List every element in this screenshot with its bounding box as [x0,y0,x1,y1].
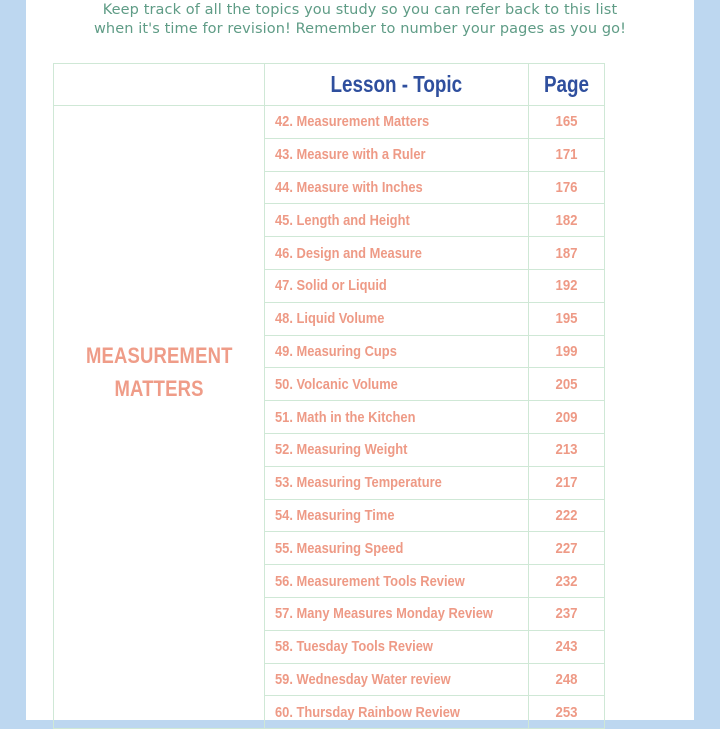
lesson-topic: 46. Design and Measure [275,244,423,262]
lesson-topic-cell [265,597,528,630]
page-number-cell [528,204,604,237]
lesson-topic: 45. Length and Height [275,211,411,229]
lesson-topic: 53. Measuring Temperature [275,474,443,492]
page-number-cell [528,171,604,204]
page-number: 171 [555,146,578,164]
worksheet-page [26,0,694,720]
intro-line-1: Keep track of all the topics you study so you can refer back to this list [102,2,618,18]
page-number: 243 [555,638,578,656]
lesson-topic-cell [265,663,528,696]
lesson-topic: 57. Many Measures Monday Review [275,605,494,623]
page-number-cell [528,565,604,598]
page-number-cell [528,466,604,499]
header-lesson-topic: Lesson - Topic [265,64,528,106]
page-number: 165 [555,113,578,131]
header-page: Page [528,64,604,106]
page-number-cell [528,106,604,139]
lesson-topic-cell [265,433,528,466]
lesson-topic: 47. Solid or Liquid [275,277,388,295]
page-number: 205 [555,375,578,393]
page-number: 192 [555,277,578,295]
table-of-contents [53,63,605,729]
page-number-cell [528,663,604,696]
lesson-topic: 55. Measuring Speed [275,539,404,557]
lesson-topic: 44. Measure with Inches [275,178,424,196]
lesson-topic-cell [265,466,528,499]
page-number-cell [528,401,604,434]
intro-text [26,1,694,39]
page-number-cell [528,237,604,270]
page-number: 253 [555,703,578,721]
page-number: 232 [555,572,578,590]
section-title-line-1: MEASUREMENT [85,343,233,368]
page-number: 213 [555,441,578,459]
lesson-topic-cell [265,532,528,565]
page-number-cell [528,532,604,565]
page-number-cell [528,433,604,466]
page-number: 222 [555,506,578,524]
table-header-row [54,64,605,106]
page-number: 217 [555,474,578,492]
lesson-topic-cell [265,565,528,598]
lesson-topic: 48. Liquid Volume [275,310,385,328]
lesson-topic-cell [265,499,528,532]
page-number: 199 [555,342,578,360]
lesson-topic: 50. Volcanic Volume [275,375,399,393]
page-number-cell [528,597,604,630]
page-number-cell [528,269,604,302]
lesson-topic-cell [265,106,528,139]
page-number: 187 [555,244,578,262]
page-number-cell [528,696,604,729]
lesson-topic: 59. Wednesday Water review [275,670,452,688]
page-number-cell [528,138,604,171]
section-cell [54,106,265,729]
lesson-topic-cell [265,368,528,401]
lesson-topic-cell [265,401,528,434]
page-number: 182 [555,211,578,229]
page-number-cell [528,630,604,663]
page-number: 248 [555,670,578,688]
page-number: 227 [555,539,578,557]
lesson-topic: 42. Measurement Matters [275,113,430,131]
lesson-topic: 58. Tuesday Tools Review [275,638,434,656]
page-number: 209 [555,408,578,426]
lesson-topic: 49. Measuring Cups [275,342,398,360]
section-title-line-2: MATTERS [114,376,204,401]
lesson-topic-cell [265,302,528,335]
lesson-topic-cell [265,269,528,302]
page-number: 176 [555,178,578,196]
page-number-cell [528,302,604,335]
lesson-topic-cell [265,138,528,171]
lesson-topic: 54. Measuring Time [275,506,395,524]
intro-line-2: when it's time for revision! Remember to number your pages as you go! [93,21,627,37]
page-number-cell [528,499,604,532]
lesson-topic: 60. Thursday Rainbow Review [275,703,461,721]
lesson-topic-cell [265,696,528,729]
section-title [54,339,264,405]
lesson-topic-cell [265,204,528,237]
page-number-cell [528,368,604,401]
lesson-topic-cell [265,237,528,270]
lesson-topic: 43. Measure with a Ruler [275,146,426,164]
page-number: 195 [555,310,578,328]
header-section [54,64,265,106]
lesson-topic: 52. Measuring Weight [275,441,408,459]
page-number: 237 [555,605,578,623]
lesson-topic-cell [265,171,528,204]
table-row [54,106,605,139]
lesson-topic-cell [265,335,528,368]
lesson-topic: 51. Math in the Kitchen [275,408,416,426]
lesson-topic: 56. Measurement Tools Review [275,572,466,590]
page-number-cell [528,335,604,368]
lesson-topic-cell [265,630,528,663]
